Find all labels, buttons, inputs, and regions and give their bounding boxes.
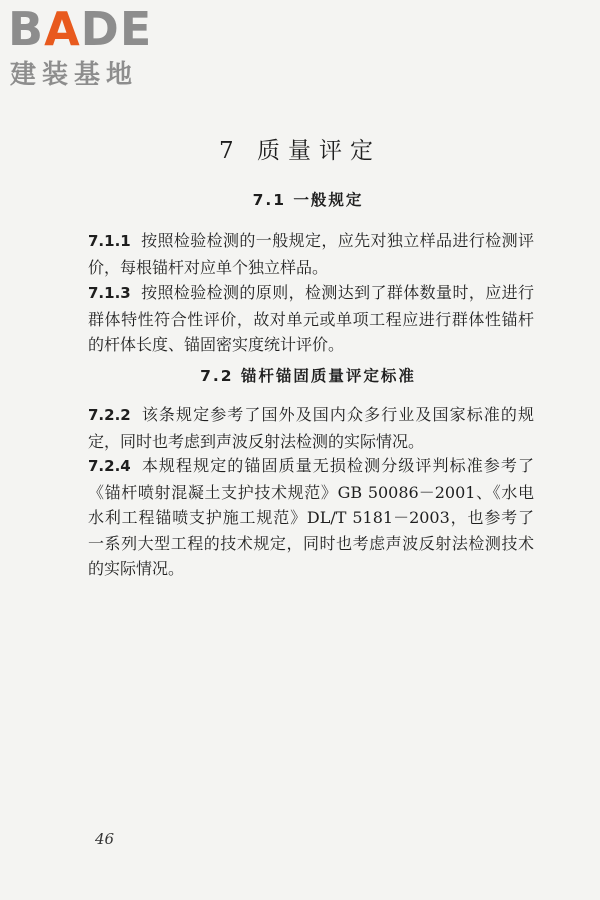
clause-text: 按照检验检测的原则，检测达到了群体数量时，应进行群体特性符合性评价，故对单元或单项工程应进行群体性锚杆的杆体长度、锚固密实度统计评价。 xyxy=(88,283,534,354)
page-number: 46 xyxy=(95,830,115,848)
paragraph-7-2-2 xyxy=(88,402,534,454)
paragraph-7-2-4 xyxy=(88,453,534,582)
clause-number: 7.1.1 xyxy=(88,232,131,250)
clause-number: 7.2.4 xyxy=(88,457,131,475)
clause-text: 本规程规定的锚固质量无损检测分级评判标准参考了《锚杆喷射混凝土支护技术规范》GB 50086－2001、《水电水利工程锚喷支护施工规范》DL/T 5181－2003，也参考了一系列大型工程的技术规定，同时也考虑声波反射法检测技术的实际情况。 xyxy=(88,456,534,578)
logo-wordmark: BADE xyxy=(8,2,153,56)
section-title-7-2: 7.2 锚杆锚固质量评定标准 xyxy=(200,367,416,385)
logo-subtitle: 建装基地 xyxy=(10,60,139,90)
chapter-title: 7 质量评定 xyxy=(219,138,381,164)
section-title-7-1: 7.1 一般规定 xyxy=(252,191,364,209)
clause-number: 7.1.3 xyxy=(88,284,131,302)
clause-text: 该条规定参考了国外及国内众多行业及国家标准的规定，同时也考虑到声波反射法检测的实际情况。 xyxy=(88,405,534,451)
paragraph-7-1-1 xyxy=(88,228,534,280)
logo-accent-letter: A xyxy=(44,2,81,56)
paragraph-7-1-3 xyxy=(88,280,534,358)
watermark-logo xyxy=(8,4,178,96)
clause-number: 7.2.2 xyxy=(88,406,131,424)
clause-text: 按照检验检测的一般规定，应先对独立样品进行检测评价，每根锚杆对应单个独立样品。 xyxy=(88,231,534,277)
